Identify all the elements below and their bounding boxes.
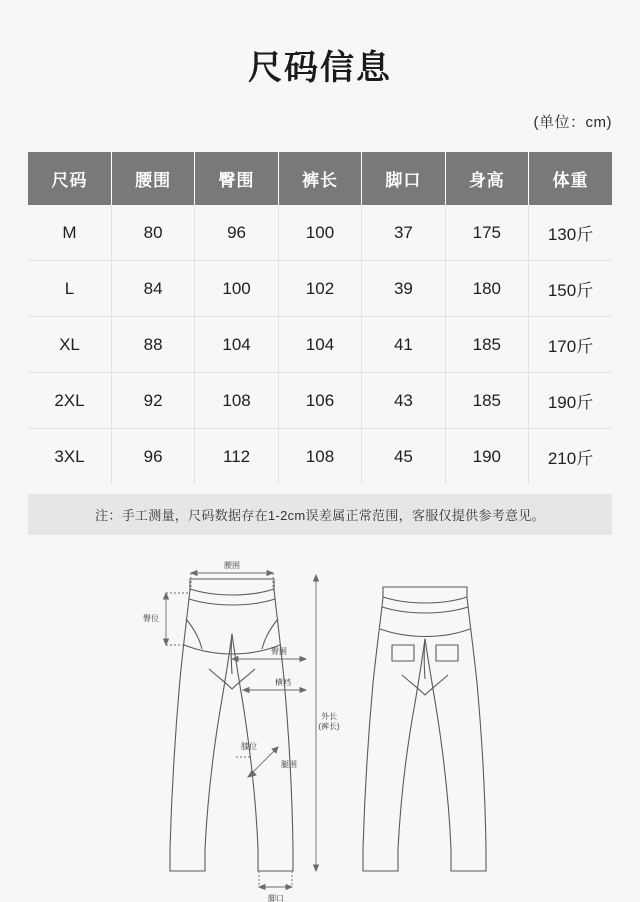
cell-hem: 45 [362,429,445,485]
cell-waist: 96 [111,429,194,485]
cell-size: XL [28,317,111,373]
size-table-head [28,152,612,205]
cell-hem: 39 [362,261,445,317]
cell-waist: 92 [111,373,194,429]
cell-hip: 100 [195,261,278,317]
cell-weight: 130斤 [529,205,612,261]
column-header-waist: 腰围 [111,152,194,205]
cell-waist: 80 [111,205,194,261]
cell-hem: 43 [362,373,445,429]
cell-hip: 112 [195,429,278,485]
cell-pant-length: 104 [278,317,361,373]
label-hem: 脚口 [268,894,284,902]
cell-pant-length: 106 [278,373,361,429]
table-header-row [28,152,612,205]
label-rise: 臀位 [143,614,159,623]
table-row [28,317,612,373]
label-outseam: 外长 [321,712,337,721]
cell-hip: 104 [195,317,278,373]
cell-size: 3XL [28,429,111,485]
label-waist: 腰围 [224,561,240,570]
label-outseam-sub: (裤长) [318,722,340,731]
label-leg: 腿围 [281,760,297,769]
cell-hem: 37 [362,205,445,261]
cell-weight: 150斤 [529,261,612,317]
label-crotch: 横裆 [275,678,291,687]
pants-measurement-diagram [0,549,640,902]
cell-weight: 210斤 [529,429,612,485]
column-header-pant-length: 裤长 [278,152,361,205]
table-row [28,429,612,485]
column-header-hip: 臀围 [195,152,278,205]
page-title: 尺码信息 [248,49,392,87]
label-knee: 膝位 [241,742,257,751]
unit-label: (单位：cm) [533,114,612,131]
column-header-hem: 脚口 [362,152,445,205]
cell-height: 185 [445,317,528,373]
column-header-size: 尺码 [28,152,111,205]
cell-height: 190 [445,429,528,485]
cell-height: 185 [445,373,528,429]
cell-height: 175 [445,205,528,261]
size-table-wrapper [28,152,612,484]
cell-hem: 41 [362,317,445,373]
table-row [28,261,612,317]
cell-weight: 170斤 [529,317,612,373]
cell-pant-length: 108 [278,429,361,485]
cell-size: L [28,261,111,317]
cell-size: M [28,205,111,261]
measurement-note: 注：手工测量，尺码数据存在1-2cm误差属正常范围，客服仅提供参考意见。 [28,494,612,535]
column-header-height: 身高 [445,152,528,205]
cell-pant-length: 102 [278,261,361,317]
cell-waist: 88 [111,317,194,373]
size-table-body [28,205,612,484]
cell-size: 2XL [28,373,111,429]
cell-height: 180 [445,261,528,317]
cell-hip: 96 [195,205,278,261]
cell-weight: 190斤 [529,373,612,429]
cell-hip: 108 [195,373,278,429]
cell-pant-length: 100 [278,205,361,261]
label-hip: 臀围 [271,647,287,656]
column-header-weight: 体重 [529,152,612,205]
cell-waist: 84 [111,261,194,317]
table-row [28,205,612,261]
table-row [28,373,612,429]
size-table [28,152,612,484]
